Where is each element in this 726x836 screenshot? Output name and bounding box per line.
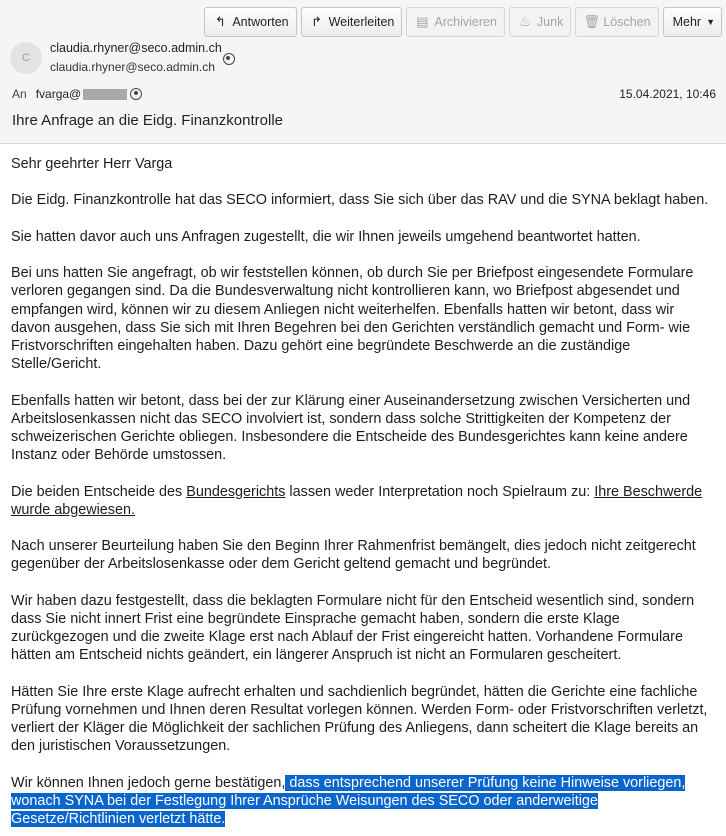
sender-block <box>10 40 233 75</box>
body-paragraph-7: Wir haben dazu festgestellt, dass die beklagten Formulare nicht für den Entscheid wesentlich sind, sondern dass Sie nicht innert Frist eine begründete Einsprache gemacht haben, sondern die erste Klage zurückgezogen und die zweite Klage erst nach Ablauf der Frist eingereicht hatten. Vorhandene Formulare hätten am Entscheid nichts geändert, ein längerer Anspruch ist nicht an Formularen gescheitert. <box>11 592 695 664</box>
more-label: Mehr <box>672 15 702 29</box>
forward-button[interactable] <box>301 7 403 37</box>
body-text: lassen weder Interpretation noch Spielraum zu: <box>285 483 595 500</box>
body-paragraph-6: Nach unserer Beurteilung haben Sie den Beginn Ihrer Rahmenfrist bemängelt, dies jedoch nicht zeitgerecht gegenüber der Arbeitslosenkasse oder dem Gericht geltend gemacht und begründet. <box>11 538 696 573</box>
message-body <box>11 155 717 836</box>
redacted-block <box>83 89 127 100</box>
junk-label: Junk <box>536 15 564 29</box>
beschwerde-link[interactable]: Ihre Beschwerde wurde abgewiesen. <box>11 483 703 518</box>
reply-icon: ↰ <box>214 14 226 29</box>
body-paragraph-9 <box>11 774 717 829</box>
body-paragraph-8: Hätten Sie Ihre erste Klage aufrecht erhalten und sachdienlich begründet, hätten die Gerichte eine fachliche Prüfung vornehmen und Ihnen deren Resultat vorlegen können. Werden Form- oder Fristvorschriften verletzt, verliert der Kläger die Möglichkeit der sachlichen Prüfung des Anliegens, dann scheitert die Klage bereits an den juristischen Voraussetzungen. <box>11 683 708 755</box>
sender-address[interactable]: claudia.rhyner@seco.admin.ch <box>50 60 215 74</box>
recipient-row <box>12 87 142 101</box>
body-paragraph-5 <box>11 483 717 519</box>
selected-text[interactable]: dass entsprechend unserer Prüfung keine Hinweise vorliegen, wonach SYNA bei der Festlegung Ihrer Ansprüche Weisungen des SECO oder anderweitige Gesetze/Richtlinien verletzt hätte. <box>11 774 686 828</box>
sender-name[interactable]: claudia.rhyner@seco.admin.ch <box>50 41 222 55</box>
reply-button[interactable] <box>204 7 296 37</box>
archive-button[interactable] <box>406 7 505 37</box>
junk-button[interactable] <box>509 7 571 37</box>
message-toolbar <box>204 7 722 37</box>
salutation: Sehr geehrter Herr Varga <box>11 156 173 172</box>
archive-icon: ▤ <box>416 14 429 29</box>
to-label: An <box>12 87 27 101</box>
body-text: Wir können Ihnen jedoch gerne bestätigen, <box>11 774 286 791</box>
chevron-down-icon: ▼ <box>706 17 715 27</box>
body-paragraph-1: Die Eidg. Finanzkontrolle hat das SECO informiert, dass Sie sich über das RAV und die SYNA beklagt haben. <box>11 192 709 209</box>
body-paragraph-3: Bei uns hatten Sie angefragt, ob wir feststellen können, ob durch Sie per Briefpost eingesendete Formulare verloren gegangen sind. Da die Bundesverwaltung nicht kontrollieren kann, wo Briefpost abgesendet und empfangen wird, können wir zu diesem Anliegen nicht weiterhelfen. Ebenfalls hatten wir betont, dass wir davon ausgehen, dass Sie sich mit Ihren Begehren bei den Gerichten verständlich gemacht und Form- wie Fristvorschriften eingehalten haben. Dazu gehört eine begründete Beschwerde an die zuständige Stelle/Gericht. <box>11 265 694 373</box>
message-date: 15.04.2021, 10:46 <box>619 87 716 101</box>
trash-icon: 🗑 <box>583 14 600 29</box>
reply-label: Antworten <box>232 15 289 29</box>
message-subject: Ihre Anfrage an die Eidg. Finanzkontrolle <box>12 112 284 129</box>
archive-label: Archivieren <box>434 15 497 29</box>
avatar: C <box>10 42 42 74</box>
delete-label: Löschen <box>603 15 651 29</box>
body-text: Die beiden Entscheide des <box>11 483 187 500</box>
junk-flame-icon: ♨ <box>519 14 531 29</box>
bundesgerichts-link[interactable]: Bundesgerichts <box>186 483 286 500</box>
recipient-address[interactable]: fvarga@ <box>35 87 82 101</box>
body-paragraph-4: Ebenfalls hatten wir betont, dass bei der zur Klärung einer Auseinandersetzung zwischen Versicherten und Arbeitslosenkassen nicht das SECO involviert ist, sondern dass solche Strittigkeiten der Kompetenz der schweizerischen Gerichte obliegen. Insbesondere die Entscheide des Bundesgerichtes kann keine andere Instanz oder Behörde umstossen. <box>11 392 691 464</box>
forward-icon: ↱ <box>311 14 323 29</box>
body-paragraph-2: Sie hatten davor auch uns Anfragen zugestellt, die wir Ihnen jeweils umgehend beantwortet hatten. <box>11 228 641 245</box>
forward-label: Weiterleiten <box>328 15 395 29</box>
recipient-contact-icon[interactable] <box>130 88 142 100</box>
add-contact-icon[interactable] <box>223 53 235 65</box>
delete-button[interactable] <box>575 7 658 37</box>
message-header <box>0 0 726 144</box>
more-button[interactable] <box>663 7 722 37</box>
